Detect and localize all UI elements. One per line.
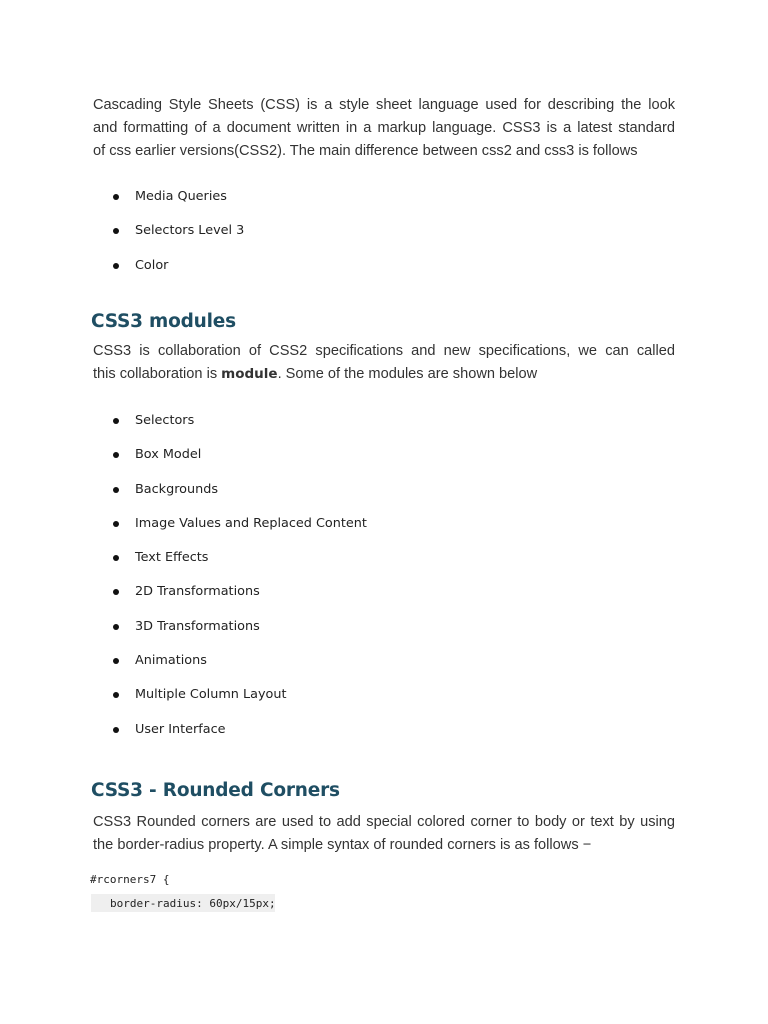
paragraph-line: the border-radius property. A simple syntax of rounded corners is as follows − xyxy=(93,837,592,853)
section-heading: CSS3 modules xyxy=(91,311,236,332)
bullet-icon xyxy=(113,228,119,234)
bullet-icon xyxy=(113,727,119,733)
list-item: Selectors Level 3 xyxy=(0,222,244,256)
bullet-icon xyxy=(113,521,119,527)
bullet-icon xyxy=(113,194,119,200)
modules-paragraph xyxy=(93,340,675,386)
code-line: border-radius: 60px/15px; xyxy=(110,897,276,910)
list-item: User Interface xyxy=(0,721,367,755)
bullet-icon xyxy=(113,452,119,458)
paragraph-line: CSS3 Rounded corners are used to add special colored corner to body or text by using xyxy=(93,814,675,830)
modules-list xyxy=(0,412,367,755)
bullet-icon xyxy=(113,624,119,630)
list-item: Multiple Column Layout xyxy=(0,686,367,720)
bullet-icon xyxy=(113,418,119,424)
bullet-icon xyxy=(113,487,119,493)
paragraph-line: this collaboration is module. Some of the modules are shown below xyxy=(93,366,538,382)
list-item: Backgrounds xyxy=(0,481,367,515)
differences-list xyxy=(0,188,244,291)
bold-term: module xyxy=(221,366,278,382)
bullet-icon xyxy=(113,692,119,698)
intro-line: Cascading Style Sheets (CSS) is a style sheet language used for describing the look xyxy=(93,97,675,113)
list-item: Image Values and Replaced Content xyxy=(0,515,367,549)
intro-line: of css earlier versions(CSS2). The main difference between css2 and css3 is follows xyxy=(93,143,638,159)
intro-line: and formatting of a document written in a markup language. CSS3 is a latest standard xyxy=(93,120,675,136)
bullet-icon xyxy=(113,263,119,269)
list-item: 2D Transformations xyxy=(0,583,367,617)
section-heading: CSS3 - Rounded Corners xyxy=(91,780,340,801)
bullet-icon xyxy=(113,555,119,561)
list-item: Animations xyxy=(0,652,367,686)
list-item: Media Queries xyxy=(0,188,244,222)
rounded-paragraph xyxy=(93,811,675,857)
bullet-icon xyxy=(113,589,119,595)
list-item: Selectors xyxy=(0,412,367,446)
list-item: Color xyxy=(0,257,244,291)
list-item: Box Model xyxy=(0,446,367,480)
bullet-icon xyxy=(113,658,119,664)
paragraph-line: CSS3 is collaboration of CSS2 specifications and new specifications, we can called xyxy=(93,343,675,359)
list-item: 3D Transformations xyxy=(0,618,367,652)
intro-paragraph xyxy=(93,94,675,163)
list-item: Text Effects xyxy=(0,549,367,583)
code-line: #rcorners7 { xyxy=(90,873,170,886)
